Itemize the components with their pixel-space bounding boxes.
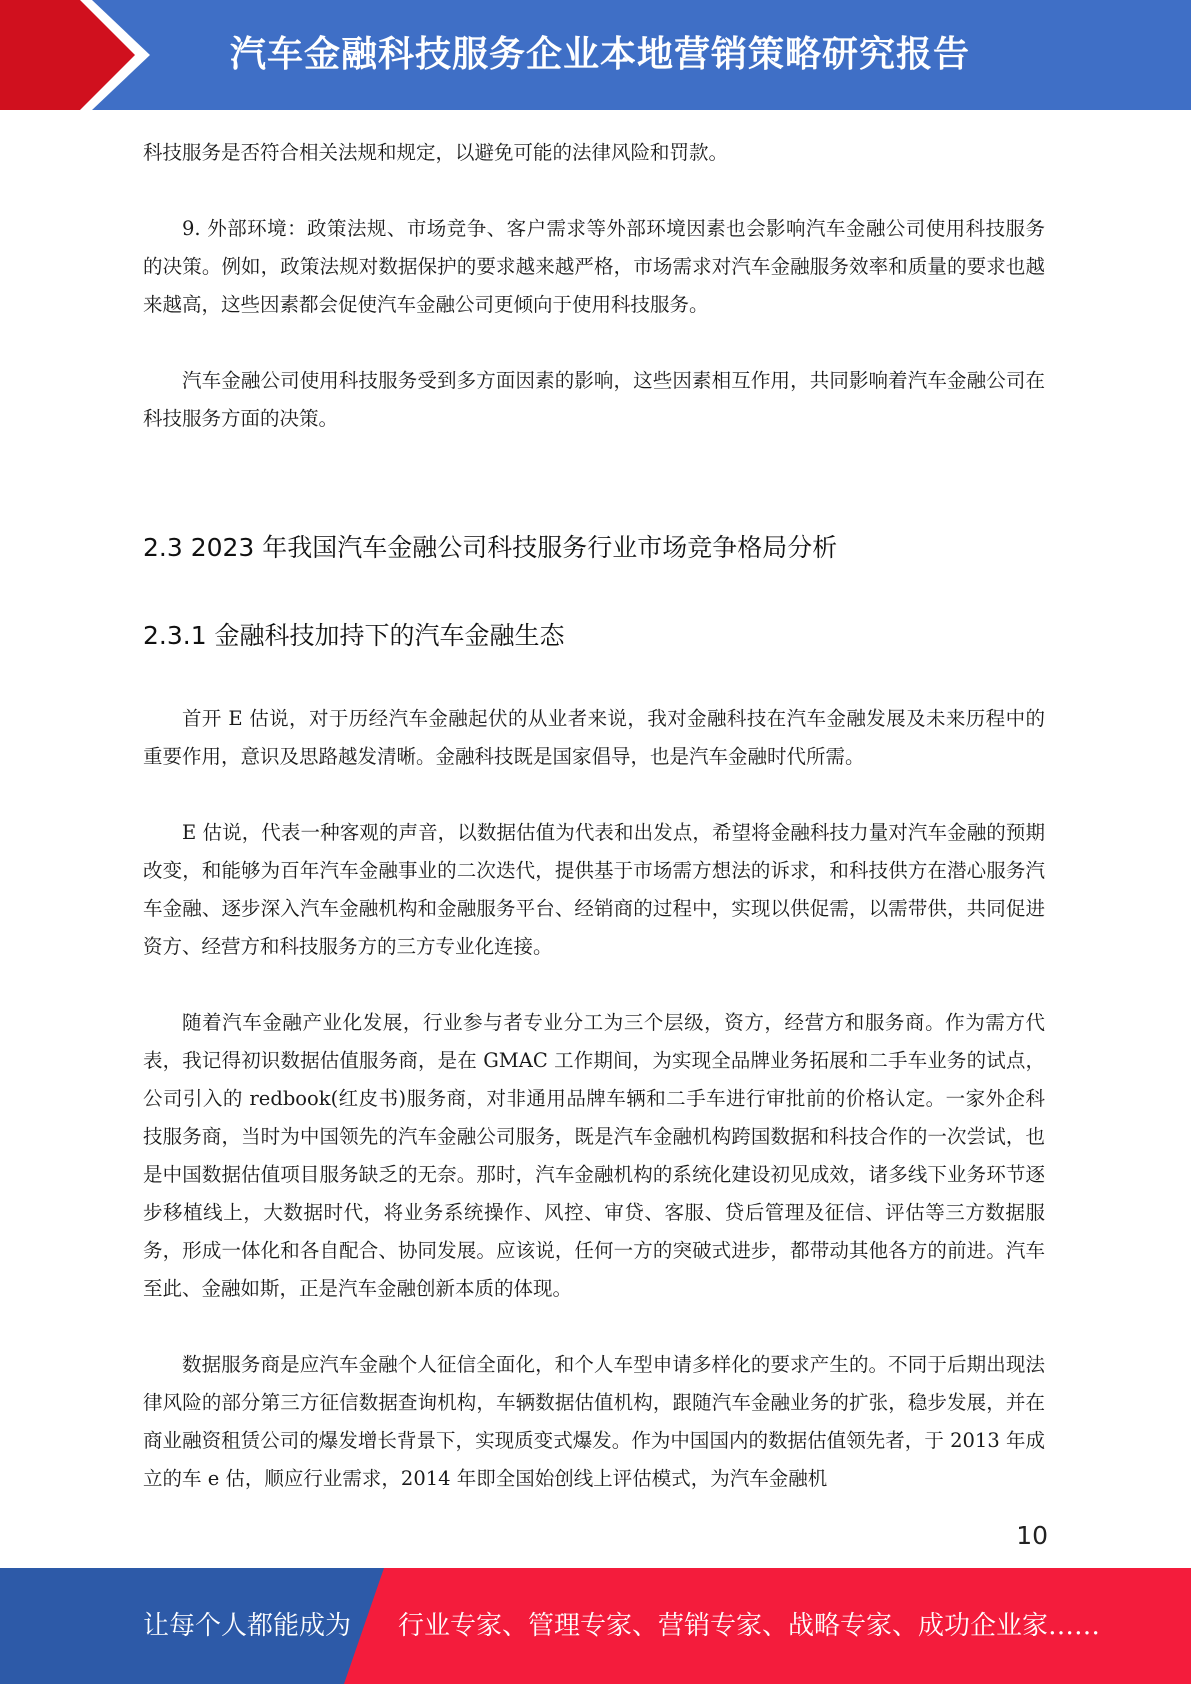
- body-paragraph: 科技服务是否符合相关法规和规定，以避免可能的法律风险和罚款。: [143, 141, 729, 164]
- body-paragraph: 9. 外部环境：政策法规、市场竞争、客户需求等外部环境因素也会影响汽车金融公司使用科技服务的决策。例如，政策法规对数据保护的要求越来越严格，市场需求对汽车金融服务效率和质量的要求也越来越高，这些因素都会促使汽车金融公司更倾向于使用科技服务。: [143, 217, 1045, 316]
- page-footer: [0, 1568, 1191, 1684]
- footer-slogan-right: 行业专家、管理专家、营销专家、战略专家、成功企业家……: [398, 1611, 1101, 1641]
- header-arrow-decoration: [0, 0, 160, 110]
- body-paragraph: 首开 E 估说，对于历经汽车金融起伏的从业者来说，我对金融科技在汽车金融发展及未来历程中的重要作用，意识及思路越发清晰。金融科技既是国家倡导，也是汽车金融时代所需。: [143, 707, 1045, 768]
- body-paragraph: E 估说，代表一种客观的声音，以数据估值为代表和出发点，希望将金融科技力量对汽车金融的预期改变，和能够为百年汽车金融事业的二次迭代，提供基于市场需方想法的诉求，和科技供方在潜心服务汽车金融、逐步深入汽车金融机构和金融服务平台、经销商的过程中，实现以供促需，以需带供，共同促进资方、经营方和科技服务方的三方专业化连接。: [143, 821, 1045, 958]
- body-paragraph: 数据服务商是应汽车金融个人征信全面化，和个人车型申请多样化的要求产生的。不同于后期出现法律风险的部分第三方征信数据查询机构，车辆数据估值机构，跟随汽车金融业务的扩张，稳步发展，并在商业融资租赁公司的爆发增长背景下，实现质变式爆发。作为中国国内的数据估值领先者，于 2013 年成立的车 e 估，顺应行业需求，2014 年即全国始创线上评估模式，为汽车金融机: [143, 1353, 1045, 1490]
- page-content: [143, 134, 1045, 1498]
- page-number: 10: [1016, 1521, 1048, 1550]
- section-heading: 2.3 2023 年我国汽车金融公司科技服务行业市场竞争格局分析: [143, 533, 838, 562]
- footer-slogan-left: 让每个人都能成为: [143, 1611, 352, 1641]
- report-title: 汽车金融科技服务企业本地营销策略研究报告: [230, 34, 971, 75]
- body-paragraph: 随着汽车金融产业化发展，行业参与者专业分工为三个层级，资方，经营方和服务商。作为需方代表，我记得初识数据估值服务商，是在 GMAC 工作期间，为实现全品牌业务拓展和二手车业务的试点，公司引入的 redbook(红皮书)服务商，对非通用品牌车辆和二手车进行审批前的价格认定。一家外企科技服务商，当时为中国领先的汽车金融公司服务，既是汽车金融机构跨国数据和科技合作的一次尝试，也是中国数据估值项目服务缺乏的无奈。那时，汽车金融机构的系统化建设初见成效，诸多线下业务环节逐步移植线上，大数据时代，将业务系统操作、风控、审贷、客服、贷后管理及征信、评估等三方数据服务，形成一体化和各自配合、协同发展。应该说，任何一方的突破式进步，都带动其他各方的前进。汽车至此、金融如斯，正是汽车金融创新本质的体现。: [143, 1011, 1045, 1300]
- subsection-heading: 2.3.1 金融科技加持下的汽车金融生态: [143, 621, 565, 650]
- page-header: [0, 0, 1191, 110]
- body-paragraph: 汽车金融公司使用科技服务受到多方面因素的影响，这些因素相互作用，共同影响着汽车金融公司在科技服务方面的决策。: [143, 369, 1045, 430]
